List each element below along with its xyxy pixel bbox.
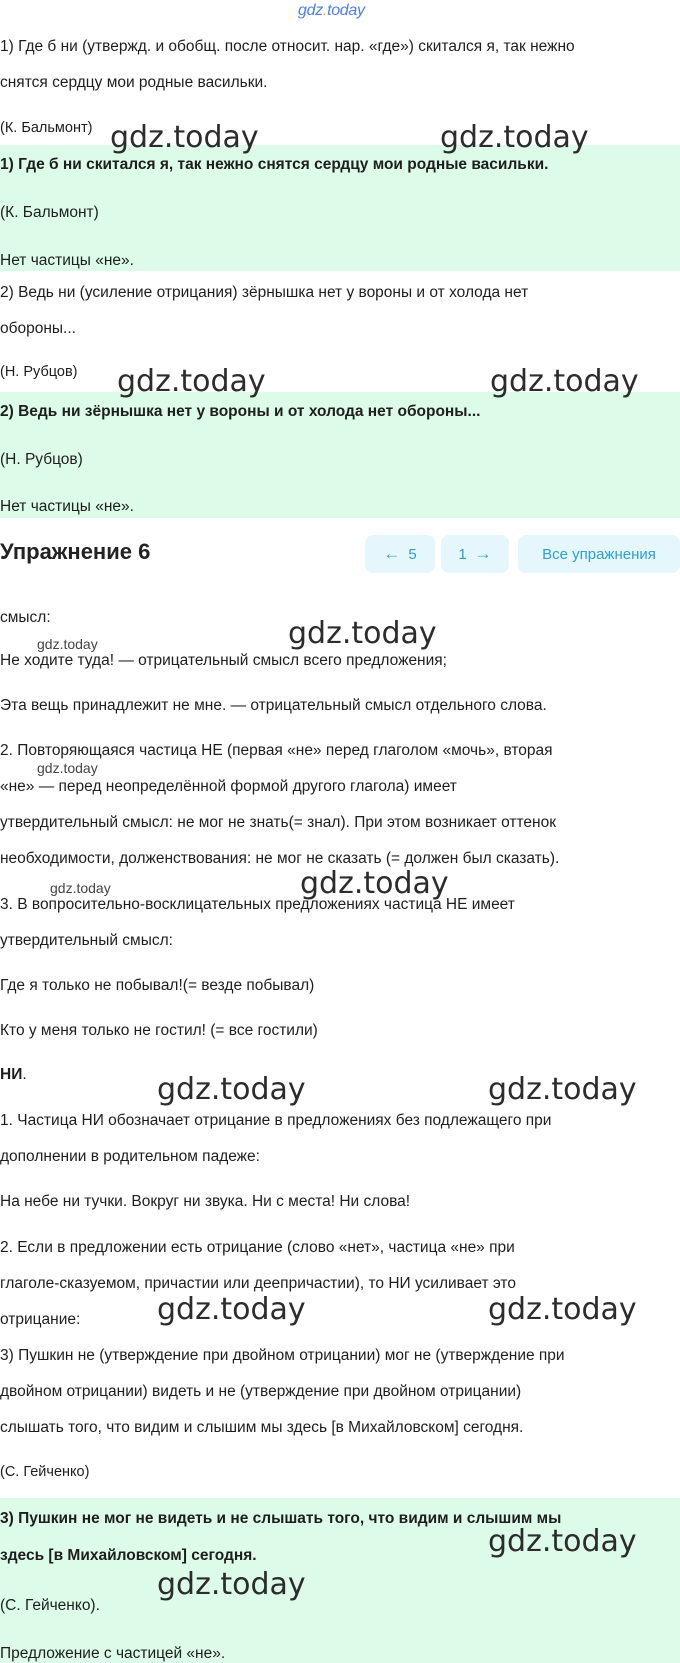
text-line: 2. Повторяющаяся частица НЕ (первая «не» перед глаголом «мочь», вторая	[0, 742, 553, 759]
all-exercises-button[interactable]: Все упражнения	[518, 535, 680, 573]
next-exercise-button[interactable]: 1 →	[441, 535, 509, 573]
text-line: 3) Пушкин не (утверждение при двойном отрицании) мог не (утверждение при	[0, 1347, 565, 1364]
answer-conclusion: Предложение с частицей «не».	[0, 1645, 226, 1662]
text-line: слышать того, что видим и слышим мы здесь [в Михайловском] сегодня.	[0, 1419, 524, 1436]
text-line: Где я только не побывал!(= везде побывал)	[0, 977, 315, 994]
text-line: двойном отрицании) видеть и не (утверждение при двойном отрицании)	[0, 1383, 522, 1400]
watermark: gdz.today	[157, 1292, 306, 1327]
author-note: (С. Гейченко).	[0, 1597, 100, 1614]
watermark: gdz.today	[110, 120, 259, 155]
text-line: Эта вещь принадлежит не мне. — отрицательный смысл отдельного слова.	[0, 697, 547, 714]
author-note: (Н. Рубцов)	[0, 451, 83, 468]
author-note: (С. Гейченко)	[0, 1464, 90, 1480]
text-line: 1) Где б ни (утвержд. и обобщ. после относит. нар. «где») скитался я, так нежно	[0, 38, 575, 55]
text-line: снятся сердцу мои родные васильки.	[0, 74, 268, 91]
answer-line: 1) Где б ни скитался я, так нежно снятся сердцу мои родные васильки.	[0, 156, 549, 173]
author-note: (Н. Рубцов)	[0, 364, 78, 380]
watermark: gdz.today	[157, 1072, 306, 1107]
section-label: НИ.	[0, 1066, 27, 1083]
text-line: 1. Частица НИ обозначает отрицание в предложениях без подлежащего при	[0, 1112, 552, 1129]
watermark: gdz.today	[300, 866, 449, 901]
text-line: отрицание:	[0, 1311, 81, 1328]
answer-conclusion: Нет частицы «не».	[0, 252, 134, 269]
text-line: обороны...	[0, 320, 76, 337]
watermark: gdz.today	[37, 760, 98, 776]
text-line: Кто у меня только не гостил! (= все гостили)	[0, 1022, 318, 1039]
prev-exercise-button[interactable]: ← 5	[365, 535, 435, 573]
text-line: 3. В вопросительно-восклицательных предложениях частица НЕ имеет	[0, 896, 515, 913]
arrow-right-icon: →	[474, 544, 492, 563]
text-line: смысл:	[0, 609, 51, 626]
watermark: gdz.today	[490, 364, 639, 399]
arrow-left-icon: ←	[383, 544, 401, 563]
answer-line: здесь [в Михайловском] сегодня.	[0, 1547, 257, 1564]
text-line: утвердительный смысл: не мог не знать(= знал). При этом возникает оттенок	[0, 814, 556, 831]
watermark: gdz.today	[288, 616, 437, 651]
text-line: «не» — перед неопределённой формой другого глагола) имеет	[0, 778, 457, 795]
text-line: На небе ни тучки. Вокруг ни звука. Ни с места! Ни слова!	[0, 1193, 411, 1210]
answer-conclusion: Нет частицы «не».	[0, 498, 134, 515]
site-logo[interactable]: gdz.today	[298, 2, 365, 19]
text-line: глаголе-сказуемом, причастии или деепричастии), то НИ усиливает это	[0, 1275, 516, 1292]
text-line: необходимости, долженствования: не мог не сказать (= должен был сказать).	[0, 850, 560, 867]
author-note: (К. Бальмонт)	[0, 204, 99, 221]
answer-line: 2) Ведь ни зёрнышка нет у вороны и от холода нет обороны...	[0, 403, 481, 420]
watermark: gdz.today	[488, 1292, 637, 1327]
text-line: Не ходите туда! — отрицательный смысл всего предложения;	[0, 652, 447, 669]
watermark: gdz.today	[440, 120, 589, 155]
text-line: 2. Если в предложении есть отрицание (слово «нет», частица «не» при	[0, 1239, 515, 1256]
text-line: 2) Ведь ни (усиление отрицания) зёрнышка нет у вороны и от холода нет	[0, 284, 529, 301]
watermark: gdz.today	[50, 880, 111, 896]
text-line: дополнении в родительном падеже:	[0, 1148, 260, 1165]
watermark: gdz.today	[488, 1072, 637, 1107]
exercise-title: Упражнение 6	[0, 539, 151, 564]
watermark: gdz.today	[157, 1567, 306, 1602]
answer-line: 3) Пушкин не мог не видеть и не слышать того, что видим и слышим мы	[0, 1510, 562, 1527]
author-note: (К. Бальмонт)	[0, 120, 93, 136]
text-line: утвердительный смысл:	[0, 932, 173, 949]
watermark: gdz.today	[117, 364, 266, 399]
watermark: gdz.today	[37, 636, 98, 652]
watermark: gdz.today	[488, 1524, 637, 1559]
